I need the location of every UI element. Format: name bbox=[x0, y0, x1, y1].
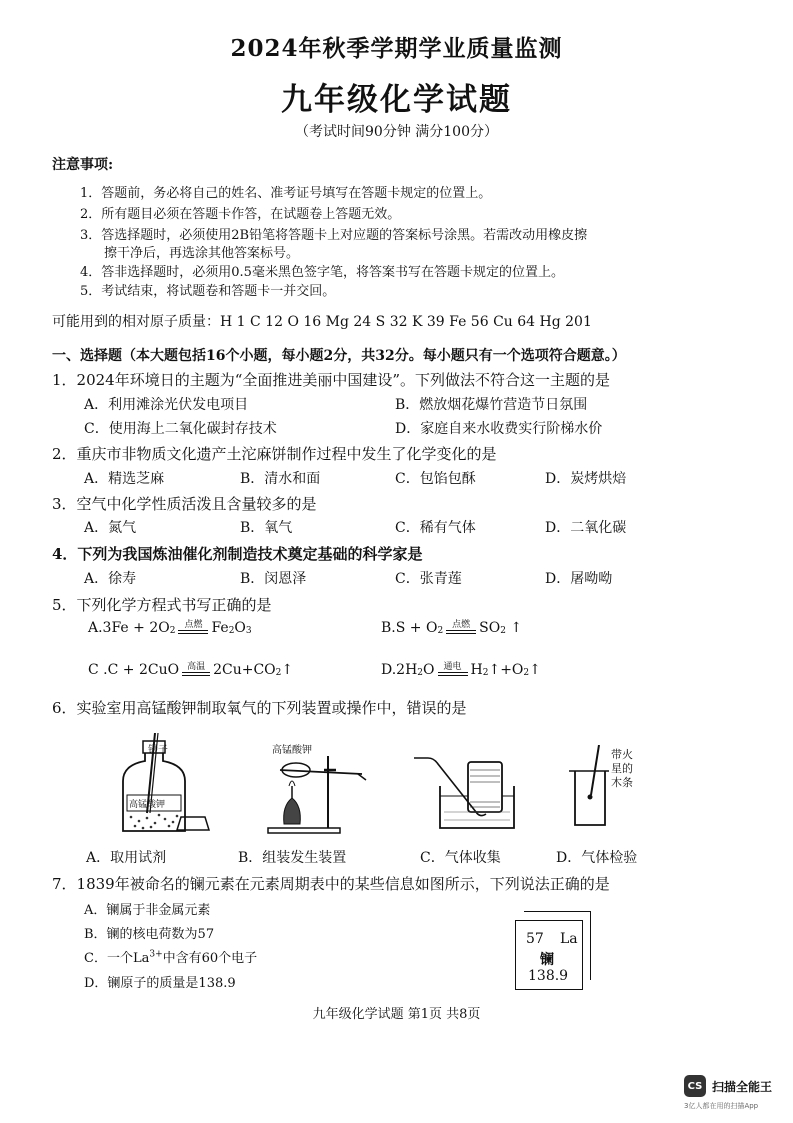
question-stem: 3．空气中化学性质活泼且含量较多的是 bbox=[52, 495, 317, 513]
equation-text: 2Cu+CO bbox=[213, 662, 276, 678]
option-d: D．镧原子的质量是138.9 bbox=[84, 976, 236, 991]
option-b: B．清水和面 bbox=[240, 471, 321, 487]
option-b: B．燃放烟花爆竹营造节日氛围 bbox=[395, 397, 588, 413]
option-a: A．取用试剂 bbox=[86, 850, 167, 866]
equation-text: D.2H bbox=[381, 662, 418, 678]
option-c: C．包馅包酥 bbox=[395, 471, 476, 487]
atomic-masses: 可能用到的相对原子质量：H 1 C 12 O 16 Mg 24 S 32 K 39 Fe 56 Cu 64 Hg 201 bbox=[52, 314, 592, 330]
option-a: A．利用滩涂光伏发电项目 bbox=[84, 397, 249, 413]
question-stem: 6．实验室用高锰酸钾制取氧气的下列装置或操作中，错误的是 bbox=[52, 699, 467, 717]
equation-text: H bbox=[470, 662, 483, 678]
bottle-label: 高锰酸钾 bbox=[129, 800, 166, 810]
option-d: D．炭烤烘焙 bbox=[545, 471, 627, 487]
option-d: D．二氧化碳 bbox=[545, 520, 627, 536]
atomic-mass: 138.9 bbox=[528, 968, 569, 984]
condition-label: 点燃 bbox=[184, 620, 203, 630]
exam-info: （考试时间90分钟 满分100分） bbox=[295, 124, 498, 140]
option-b: B．闵恩泽 bbox=[240, 571, 307, 587]
option-d: D．屠呦呦 bbox=[545, 571, 613, 587]
option-c: C．使用海上二氧化碳封存技术 bbox=[84, 421, 277, 437]
element-symbol: La bbox=[560, 931, 578, 947]
splint-label-line: 带火 bbox=[611, 748, 633, 761]
option-a: A．精选芝麻 bbox=[84, 471, 165, 487]
equation-text: SO bbox=[479, 620, 501, 636]
condition-label: 高温 bbox=[187, 662, 206, 672]
exam-title: 2024年秋季学期学业质量监测 bbox=[230, 35, 563, 62]
equation-text: B.S + O bbox=[381, 620, 438, 636]
option-c: C．一个$La^{3+}$中含有60个电子 bbox=[84, 949, 258, 966]
option-a: A．镧属于非金属元素 bbox=[84, 903, 211, 918]
section1-heading: 一、选择题（本大题包括16个小题，每小题2分，共32分。每小题只有一个选项符合题意。） bbox=[52, 348, 626, 364]
condition-label: 通电 bbox=[443, 662, 462, 672]
element-cell bbox=[515, 920, 583, 990]
page-footer: 九年级化学试题 第1页 共8页 bbox=[312, 1007, 481, 1022]
heating-apparatus-figure bbox=[262, 750, 372, 835]
scanner-app-name: 扫描全能王 bbox=[712, 1079, 773, 1094]
equation-b: B.S + O $_2$ 点燃 SO $_2$ ↑ bbox=[381, 620, 523, 636]
option-c: C．张青莲 bbox=[395, 571, 462, 587]
kmno4-top-label: 高锰酸钾 bbox=[272, 745, 312, 756]
question-stem: 1．2024年环境日的主题为“全面推进美丽中国建设”。下列做法不符合这一主题的是 bbox=[52, 371, 611, 389]
option-d: D．家庭自来水收费实行阶梯水价 bbox=[395, 421, 603, 437]
notes-heading: 注意事项: bbox=[52, 157, 114, 173]
equation-text: C .C + 2CuO bbox=[88, 662, 180, 678]
equation-c: C .C + 2CuO 高温 2Cu+CO $_2$ ↑ bbox=[88, 662, 294, 678]
option-b: B．镧的核电荷数为57 bbox=[84, 927, 215, 942]
question-stem: 2．重庆市非物质文化遗产土沱麻饼制作过程中发生了化学变化的是 bbox=[52, 445, 497, 463]
option-a: A．氮气 bbox=[84, 520, 137, 536]
gas-collection-figure bbox=[410, 752, 520, 832]
question-stem: 4．下列为我国炼油催化剂制造技术奠定基础的科学家是 bbox=[52, 545, 423, 563]
splint-label bbox=[611, 748, 633, 790]
note-item: 4．答非选择题时，必须用0.5毫米黑色签字笔，将答案书写在答题卡规定的位置上。 bbox=[80, 265, 564, 280]
question-stem: 5．下列化学方程式书写正确的是 bbox=[52, 596, 272, 614]
equation-a: A.3Fe + 2O $_2$ 点燃 Fe $_2$ O $_3$ bbox=[88, 620, 252, 636]
option-b: B．氧气 bbox=[240, 520, 293, 536]
question-stem: 7．1839年被命名的镧元素在元素周期表中的某些信息如图所示，下列说法正确的是 bbox=[52, 875, 610, 893]
splint-label-line: 星的 bbox=[611, 762, 633, 775]
note-item: 5．考试结束，将试题卷和答题卡一并交回。 bbox=[80, 284, 336, 299]
equation-text: A.3Fe + 2O bbox=[88, 620, 170, 636]
option-d: D．气体检验 bbox=[556, 850, 638, 866]
note-item: 擦干净后，再选涂其他答案标号。 bbox=[104, 246, 300, 261]
scanner-tagline: 3亿人都在用的扫描App bbox=[684, 1102, 759, 1110]
splint-label-line: 木条 bbox=[611, 776, 633, 789]
scanner-logo-icon: CS bbox=[684, 1075, 706, 1097]
scanner-watermark bbox=[684, 1075, 772, 1097]
condition-label: 点燃 bbox=[452, 620, 471, 630]
note-item: 1．答题前，务必将自己的姓名、准考证号填写在答题卡规定的位置上。 bbox=[80, 186, 492, 201]
note-item: 2．所有题目必须在答题卡作答，在试题卷上答题无效。 bbox=[80, 207, 401, 222]
equation-d: D.2H $_2$ O 通电 H $_2$ ↑+O $_2$ ↑ bbox=[381, 662, 541, 678]
tweezers-label: 镊子 bbox=[148, 745, 168, 756]
option-b: B．组装发生装置 bbox=[238, 850, 347, 866]
option-c: C．气体收集 bbox=[420, 850, 501, 866]
exam-subject-title: 九年级化学试题 bbox=[281, 82, 512, 118]
option-a: A．徐寿 bbox=[84, 571, 137, 587]
option-c: C．稀有气体 bbox=[395, 520, 476, 536]
atomic-number: 57 bbox=[526, 931, 544, 947]
note-item: 3．答选择题时，必须使用2B铅笔将答题卡上对应题的答案标号涂黑。若需改动用橡皮擦 bbox=[80, 228, 588, 243]
equation-text: Fe bbox=[211, 620, 229, 636]
element-name: 镧 bbox=[540, 952, 554, 968]
